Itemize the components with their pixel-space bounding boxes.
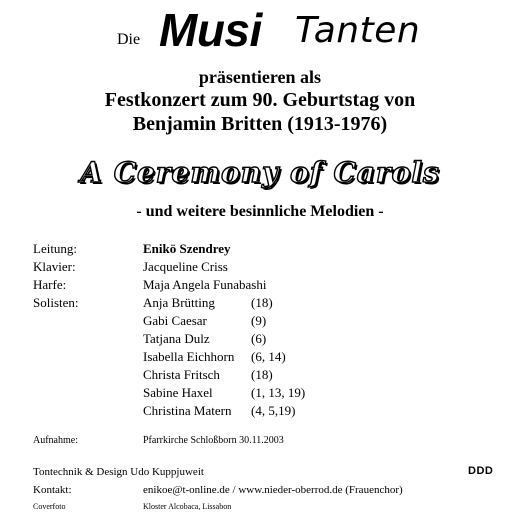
cover-value: Kloster Alcobaca, Lissabon — [143, 502, 232, 511]
soloist-numbers: (9) — [251, 313, 267, 328]
soloist-name: Christa Fritsch — [143, 367, 220, 382]
recording-value: Pfarrkirche Schloßborn 30.11.2003 — [143, 435, 284, 446]
contact-value: enikoe@t-online.de / www.nieder-oberrod.de (Frauenchor) — [143, 484, 403, 496]
soloist-numbers: (6) — [251, 331, 267, 346]
soloist-name: Gabi Caesar — [143, 313, 207, 328]
soloist-name: Christina Matern — [143, 403, 232, 418]
soloist-name: Tatjana Dulz — [143, 331, 210, 346]
intro-line-3: Benjamin Britten (1913-1976) — [132, 113, 388, 135]
brand-musi: Musi — [159, 4, 262, 56]
brand-die: Die — [117, 31, 141, 48]
soloist-numbers: (18) — [251, 295, 273, 310]
concert-title: A Ceremony of Carols — [80, 156, 440, 189]
brand-tanten: Tanten — [295, 10, 421, 51]
leitung-label: Leitung: — [33, 241, 78, 256]
cover-label: Coverfoto — [33, 502, 66, 511]
leitung-value: Enikö Szendrey — [143, 241, 231, 256]
soloist-name: Anja Brütting — [143, 295, 215, 310]
harfe-value: Maja Angela Funabashi — [143, 277, 267, 292]
solisten-label: Solisten: — [33, 295, 79, 310]
ddd-badge: DDD — [468, 465, 494, 477]
intro-line-1: präsentieren als — [198, 67, 322, 87]
soloist-name: Isabella Eichhorn — [143, 349, 235, 364]
intro-line-2: Festkonzert zum 90. Geburtstag von — [104, 89, 416, 111]
harfe-label: Harfe: — [33, 277, 67, 292]
klavier-value: Jacqueline Criss — [143, 259, 228, 274]
contact-label: Kontakt: — [33, 484, 72, 496]
recording-label: Aufnahme: — [33, 435, 78, 446]
concert-subtitle: - und weitere besinnliche Melodien - — [136, 203, 384, 220]
soloist-numbers: (4, 5,19) — [251, 403, 296, 418]
tech-credit: Tontechnik & Design Udo Kuppjuweit — [33, 466, 204, 478]
soloist-numbers: (6, 14) — [251, 349, 286, 364]
klavier-label: Klavier: — [33, 259, 76, 274]
soloist-name: Sabine Haxel — [143, 385, 213, 400]
soloist-numbers: (1, 13, 19) — [251, 385, 306, 400]
soloist-numbers: (18) — [251, 367, 273, 382]
